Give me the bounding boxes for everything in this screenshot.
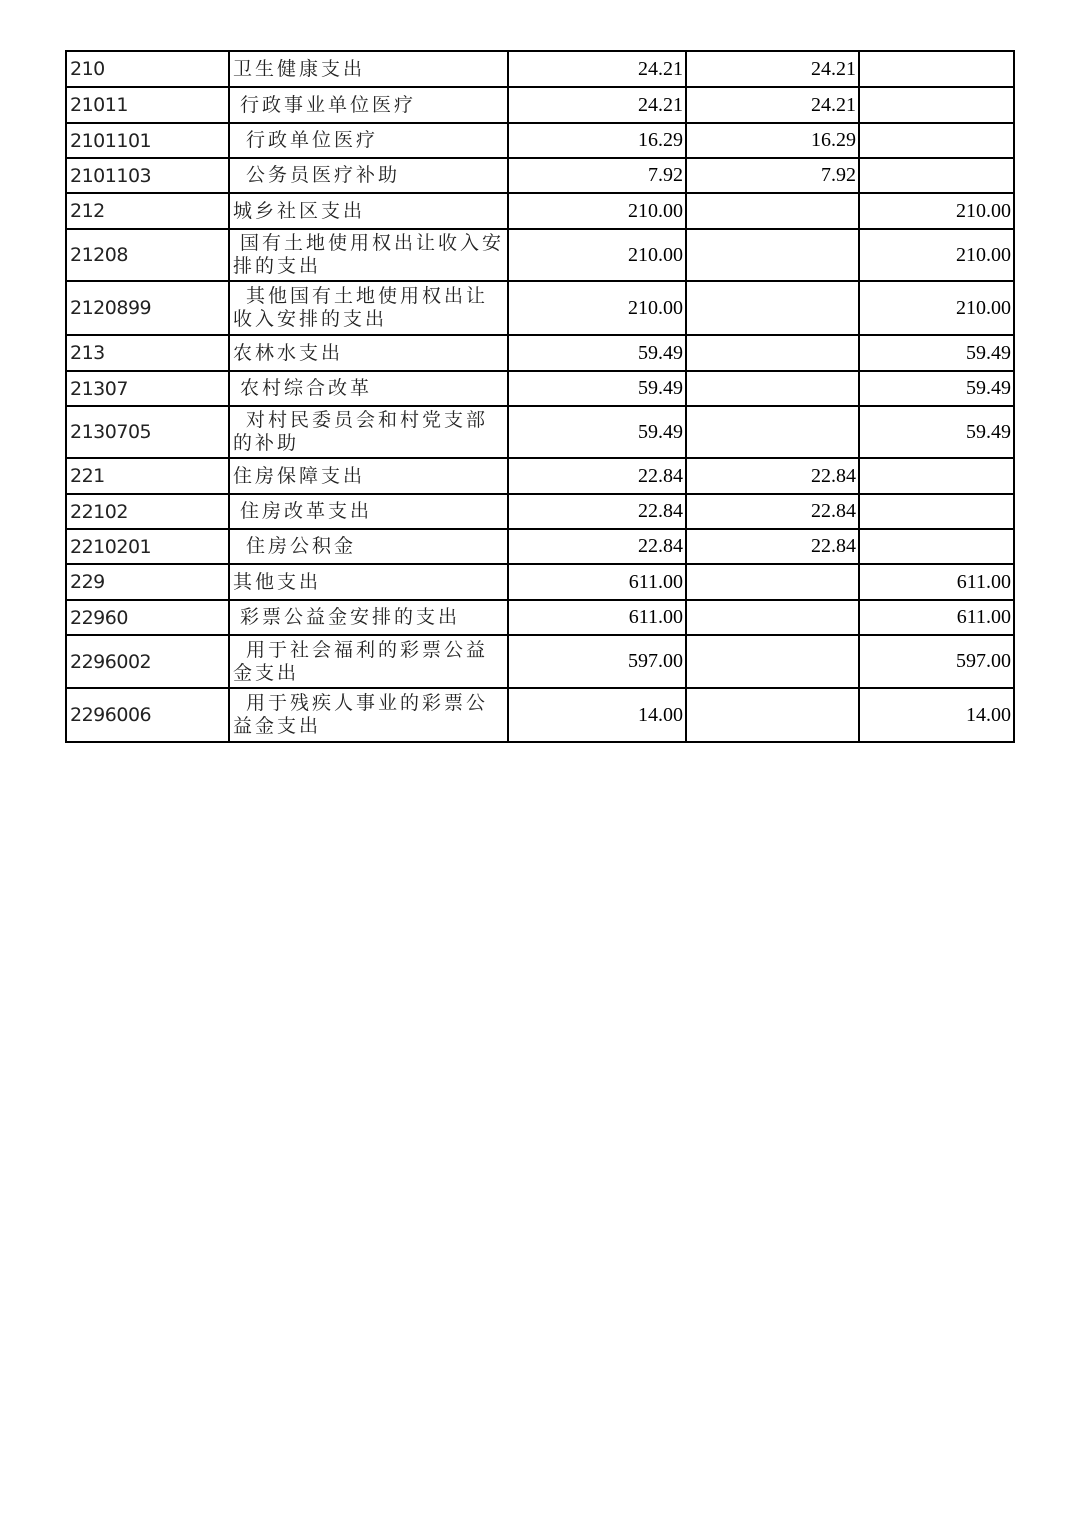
total-amount: 210.00 — [508, 193, 686, 229]
project-amount: 210.00 — [859, 193, 1014, 229]
table-row — [66, 688, 1014, 742]
table-row — [66, 529, 1014, 564]
item-name: 农林水支出 — [229, 335, 508, 371]
basic-amount — [686, 371, 859, 406]
project-amount — [859, 123, 1014, 158]
item-name: 公务员医疗补助 — [229, 158, 508, 193]
total-amount: 210.00 — [508, 229, 686, 281]
table-row — [66, 123, 1014, 158]
project-amount — [859, 529, 1014, 564]
project-amount: 611.00 — [859, 564, 1014, 600]
table-row — [66, 51, 1014, 87]
item-name: 住房保障支出 — [229, 458, 508, 494]
item-code: 21208 — [66, 229, 229, 281]
basic-amount — [686, 229, 859, 281]
project-amount — [859, 51, 1014, 87]
item-code: 229 — [66, 564, 229, 600]
basic-amount — [686, 564, 859, 600]
item-name: 其他国有土地使用权出让收入安排的支出 — [229, 281, 508, 335]
total-amount: 16.29 — [508, 123, 686, 158]
table-row — [66, 158, 1014, 193]
total-amount: 611.00 — [508, 600, 686, 635]
table-row — [66, 600, 1014, 635]
budget-expenditure-table — [65, 50, 1015, 743]
table-row — [66, 371, 1014, 406]
basic-amount: 16.29 — [686, 123, 859, 158]
item-code: 2296002 — [66, 635, 229, 688]
basic-amount: 24.21 — [686, 87, 859, 123]
project-amount — [859, 87, 1014, 123]
table-row — [66, 193, 1014, 229]
total-amount: 597.00 — [508, 635, 686, 688]
basic-amount — [686, 600, 859, 635]
total-amount: 14.00 — [508, 688, 686, 742]
table-row — [66, 281, 1014, 335]
table-row — [66, 87, 1014, 123]
basic-amount — [686, 688, 859, 742]
project-amount — [859, 494, 1014, 529]
total-amount: 22.84 — [508, 494, 686, 529]
basic-amount: 7.92 — [686, 158, 859, 193]
item-code: 210 — [66, 51, 229, 87]
item-name: 行政事业单位医疗 — [229, 87, 508, 123]
project-amount: 611.00 — [859, 600, 1014, 635]
table-body — [66, 51, 1014, 742]
project-amount — [859, 158, 1014, 193]
table-row — [66, 458, 1014, 494]
item-code: 2101103 — [66, 158, 229, 193]
project-amount: 210.00 — [859, 229, 1014, 281]
table-row — [66, 406, 1014, 458]
item-name: 住房改革支出 — [229, 494, 508, 529]
basic-amount — [686, 193, 859, 229]
item-code: 212 — [66, 193, 229, 229]
total-amount: 59.49 — [508, 406, 686, 458]
item-code: 221 — [66, 458, 229, 494]
item-code: 213 — [66, 335, 229, 371]
total-amount: 24.21 — [508, 51, 686, 87]
total-amount: 7.92 — [508, 158, 686, 193]
table-row — [66, 564, 1014, 600]
basic-amount: 22.84 — [686, 458, 859, 494]
item-code: 21307 — [66, 371, 229, 406]
item-code: 2296006 — [66, 688, 229, 742]
total-amount: 59.49 — [508, 371, 686, 406]
total-amount: 59.49 — [508, 335, 686, 371]
item-name: 行政单位医疗 — [229, 123, 508, 158]
item-code: 2120899 — [66, 281, 229, 335]
item-name: 对村民委员会和村党支部的补助 — [229, 406, 508, 458]
basic-amount: 22.84 — [686, 494, 859, 529]
basic-amount: 22.84 — [686, 529, 859, 564]
table-row — [66, 335, 1014, 371]
item-name: 城乡社区支出 — [229, 193, 508, 229]
item-name: 住房公积金 — [229, 529, 508, 564]
item-code: 2101101 — [66, 123, 229, 158]
project-amount: 210.00 — [859, 281, 1014, 335]
item-name: 彩票公益金安排的支出 — [229, 600, 508, 635]
item-name: 用于社会福利的彩票公益金支出 — [229, 635, 508, 688]
item-code: 2210201 — [66, 529, 229, 564]
total-amount: 611.00 — [508, 564, 686, 600]
item-name: 其他支出 — [229, 564, 508, 600]
table-row — [66, 229, 1014, 281]
project-amount: 59.49 — [859, 406, 1014, 458]
project-amount: 14.00 — [859, 688, 1014, 742]
project-amount: 597.00 — [859, 635, 1014, 688]
total-amount: 22.84 — [508, 529, 686, 564]
project-amount: 59.49 — [859, 335, 1014, 371]
item-code: 22102 — [66, 494, 229, 529]
basic-amount — [686, 335, 859, 371]
total-amount: 24.21 — [508, 87, 686, 123]
basic-amount — [686, 635, 859, 688]
project-amount: 59.49 — [859, 371, 1014, 406]
basic-amount — [686, 406, 859, 458]
item-name: 国有土地使用权出让收入安排的支出 — [229, 229, 508, 281]
table-row — [66, 494, 1014, 529]
item-code: 21011 — [66, 87, 229, 123]
basic-amount: 24.21 — [686, 51, 859, 87]
item-name: 卫生健康支出 — [229, 51, 508, 87]
total-amount: 22.84 — [508, 458, 686, 494]
item-code: 22960 — [66, 600, 229, 635]
item-name: 用于残疾人事业的彩票公益金支出 — [229, 688, 508, 742]
total-amount: 210.00 — [508, 281, 686, 335]
item-code: 2130705 — [66, 406, 229, 458]
table-row — [66, 635, 1014, 688]
item-name: 农村综合改革 — [229, 371, 508, 406]
basic-amount — [686, 281, 859, 335]
project-amount — [859, 458, 1014, 494]
